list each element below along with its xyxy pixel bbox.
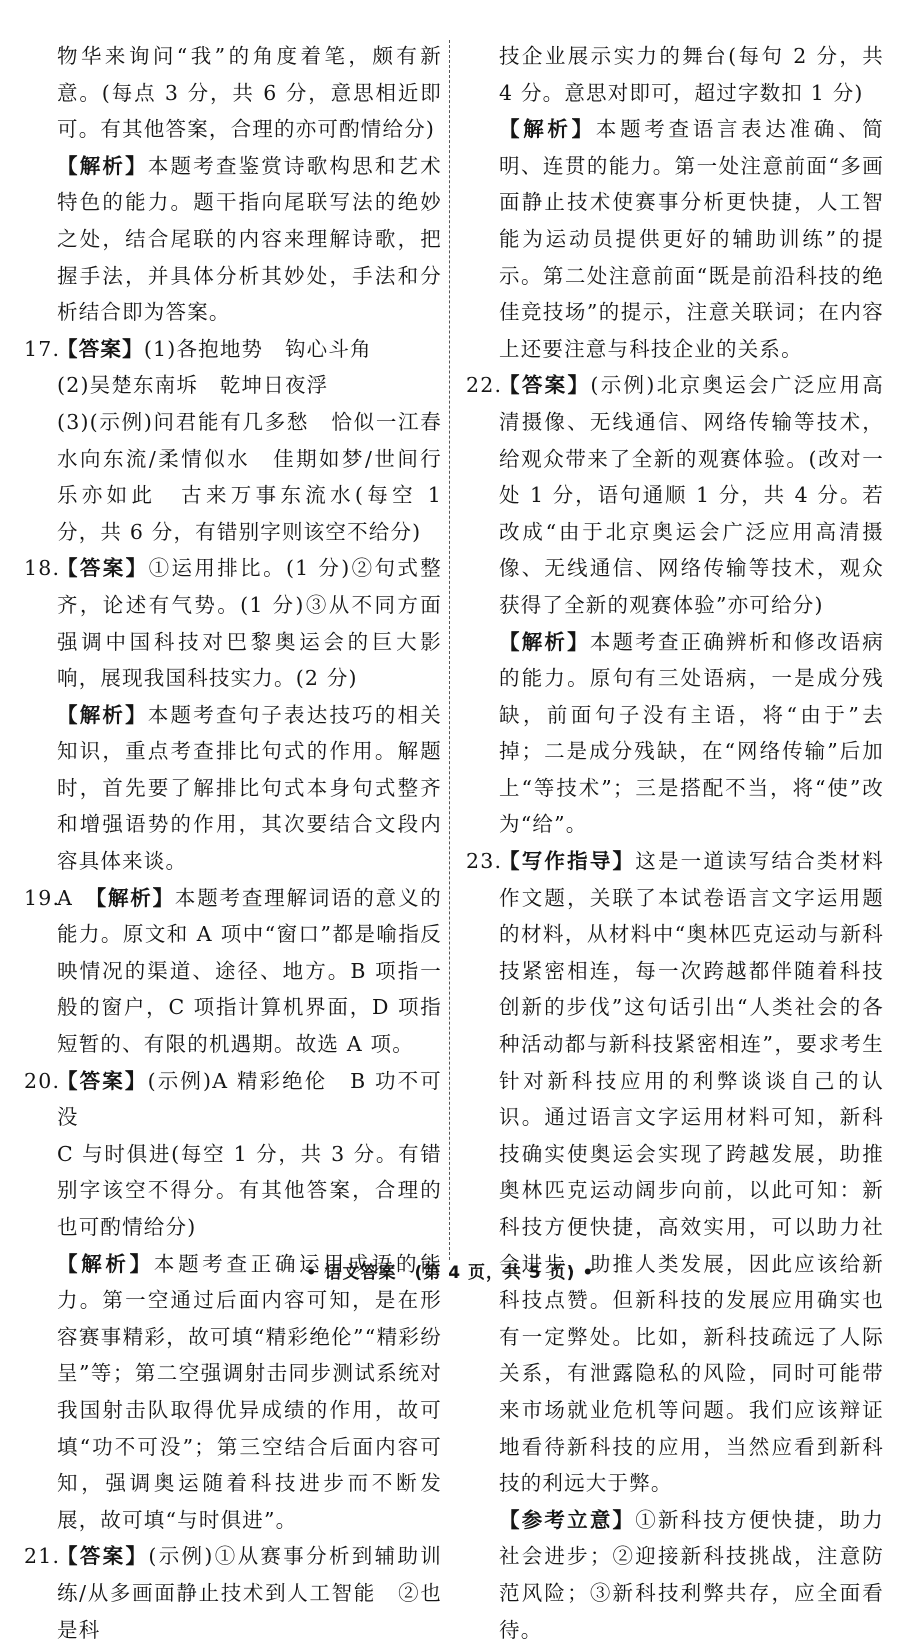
analysis-text: 本题考查语言表达准确、简明、连贯的能力。第一处注意前面“多画面静止技术使赛事分析更快捷，人工智能为运动员提供更好的辅助训练”的提示。第二处注意前面“既是前沿科技的绝佳竞技场”的提示，注意关联词；在内容上还要注意与科技企业的关系。: [499, 117, 884, 361]
question-18: [24, 550, 442, 879]
question-number: 18.: [24, 556, 61, 581]
q22-answer: [499, 367, 884, 623]
analysis-text: 本题考查句子表达技巧的相关知识，重点考查排比句式的作用。解题时，首先要了解排比句式本身句式整齐和增强语势的作用，其次要结合文段内容具体来谈。: [57, 702, 442, 874]
right-column: [466, 38, 884, 1648]
analysis-label: 【解析】: [57, 1251, 154, 1276]
answer-label: 【答案】: [57, 1544, 149, 1569]
answer-label: 【答案】: [57, 556, 149, 581]
q21-answer-continuation: 技企业展示实力的舞台(每句 2 分，共 4 分。意思对即可，超过字数扣 1 分): [499, 44, 884, 105]
analysis-text: 本题考查鉴赏诗歌构思和艺术特色的能力。题干指向尾联写法的绝妙之处，结合尾联的内容来理解诗歌，把握手法，并具体分析其妙处，手法和分析结合即为答案。: [57, 153, 442, 325]
analysis-text: 本题考查正确辨析和修改语病的能力。原句有三处语病，一是成分残缺，前面句子没有主语，将“由于”去掉；二是成分残缺，在“网络传输”后加上“等技术”；三是搭配不当，将“使”改为“给”。: [499, 629, 884, 837]
answer-text: (示例)A 精彩绝伦 B 功不可没: [57, 1068, 442, 1130]
analysis-label: 【解析】: [95, 885, 175, 910]
question-22: [466, 367, 884, 843]
q19-answer: [57, 880, 442, 1063]
answer-label: 【答案】: [57, 336, 144, 361]
q20-line-1: [57, 1063, 442, 1136]
q21-answer: [57, 1538, 442, 1648]
column-divider: [449, 40, 450, 1260]
question-17: [24, 331, 442, 551]
analysis-label: 【解析】: [57, 702, 148, 727]
question-number: 23.: [466, 849, 503, 874]
writing-guide-label: 【写作指导】: [499, 849, 636, 874]
q18-answer: [57, 550, 442, 696]
writing-guide-text: 这是一道读写结合类材料作文题，关联了本试卷语言文字运用题的材料，从材料中“奥林匹克运动与新科技紧密相连，每一次跨越都伴随着科技创新的步伐”这句话引出“人类社会的各种活动都与新科技紧密相连”，要求考生针对新科技应用的利弊谈谈自己的认识。通过语言文字运用材料可知，新科技确实使奥运会实现了跨越发展，助推奥林匹克运动阔步向前，以此可知：新科技方便快捷，高效实用，可以助力社会进步、助推人类发展，因此应该给新科技点赞。但新科技的发展应用确实也有一定弊处。比如，新科技疏远了人际关系，有泄露隐私的风险，同时可能带来市场就业危机等问题。我们应该辩证地看待新科技的应用，当然应看到新科技的利远大于弊。: [499, 849, 885, 1496]
answer-label: 【答案】: [57, 1068, 148, 1093]
answer-label: 【答案】: [499, 373, 591, 398]
q17-line-1: [57, 331, 442, 368]
q23-guide: [499, 843, 884, 1502]
analysis-label: 【解析】: [499, 117, 596, 142]
q16-answer-continuation: 物华来询问“我”的角度着笔，颇有新意。(每点 3 分，共 6 分，意思相近即可。有其他答案，合理的亦可酌情给分): [57, 44, 442, 142]
question-number: 22.: [466, 373, 503, 398]
answer-text: A: [57, 885, 96, 910]
answer-text: (示例)北京奥运会广泛应用高清摄像、无线通信、网络传输等技术，给观众带来了全新的观赛体验。(改对一处 1 分，语句通顺 1 分，共 4 分。若改成“由于北京奥运会广泛应用高清摄像、无线通信、网络传输等技术，观众获得了全新的观赛体验”亦可给分): [499, 373, 884, 617]
answer-text: (1)各抱地势 钩心斗角: [143, 336, 372, 361]
question-19: [24, 880, 442, 1063]
q22-analysis: [499, 624, 884, 844]
analysis-text: 本题考查正确运用成语的能力。第一空通过后面内容可知，是在形容赛事精彩，故可填“精彩绝伦”“精彩纷呈”等；第二空强调射击同步测试系统对我国射击队取得优异成绩的作用，故可填“功不可没”；第三空结合后面内容可知，强调奥运随着科技进步而不断发展，故可填“与时俱进”。: [57, 1251, 442, 1532]
analysis-label: 【解析】: [57, 153, 148, 178]
answer-text: ①运用排比。(1 分)②句式整齐，论述有气势。(1 分)③从不同方面强调中国科技对巴黎奥运会的巨大影响，展现我国科技实力。(2 分): [57, 556, 442, 691]
question-number: 17.: [24, 336, 61, 361]
reference-text: ①新科技方便快捷，助力社会进步；②迎接新科技挑战，注意防范风险；③新科技利弊共存，应全面看待。: [499, 1507, 885, 1642]
q21-analysis: [466, 111, 884, 367]
q20-line-2: C 与时俱进(每空 1 分，共 3 分。有错别字该空不得分。有其他答案，合理的也可酌情给分): [57, 1141, 442, 1239]
q16-analysis: [24, 148, 442, 331]
analysis-text: 本题考查理解词语的意义的能力。原文和 A 项中“窗口”都是喻指反映情况的渠道、途径、地方。B 项指一般的窗户，C 项指计算机界面，D 项指短暂的、有限的机遇期。故选 A 项。: [57, 885, 442, 1057]
q17-line-3: (3)(示例)问君能有几多愁 恰似一江春水向东流/柔情似水 佳期如梦/世间行乐亦如此 古来万事东流水(每空 1 分，共 6 分，有错别字则该空不给分): [57, 409, 442, 544]
question-23: [466, 843, 884, 1648]
question-number: 21.: [24, 1544, 61, 1569]
question-number: 20.: [24, 1068, 61, 1093]
answer-text: (示例)①从赛事分析到辅助训练/从多画面静止技术到人工智能 ②也是科: [57, 1544, 442, 1642]
question-20: [24, 1063, 442, 1539]
left-column: [24, 38, 442, 1648]
reference-label: 【参考立意】: [499, 1507, 636, 1532]
q23-reference: [499, 1502, 884, 1648]
question-number: 19.: [24, 885, 61, 910]
q20-analysis: [57, 1246, 442, 1539]
q17-line-2: (2)吴楚东南坼 乾坤日夜浮: [57, 373, 329, 398]
page-footer: • 语文答案 (第 4 页，共 5 页) •: [305, 1263, 595, 1283]
q18-analysis: [57, 697, 442, 880]
question-21: [24, 1538, 442, 1648]
analysis-label: 【解析】: [499, 629, 590, 654]
